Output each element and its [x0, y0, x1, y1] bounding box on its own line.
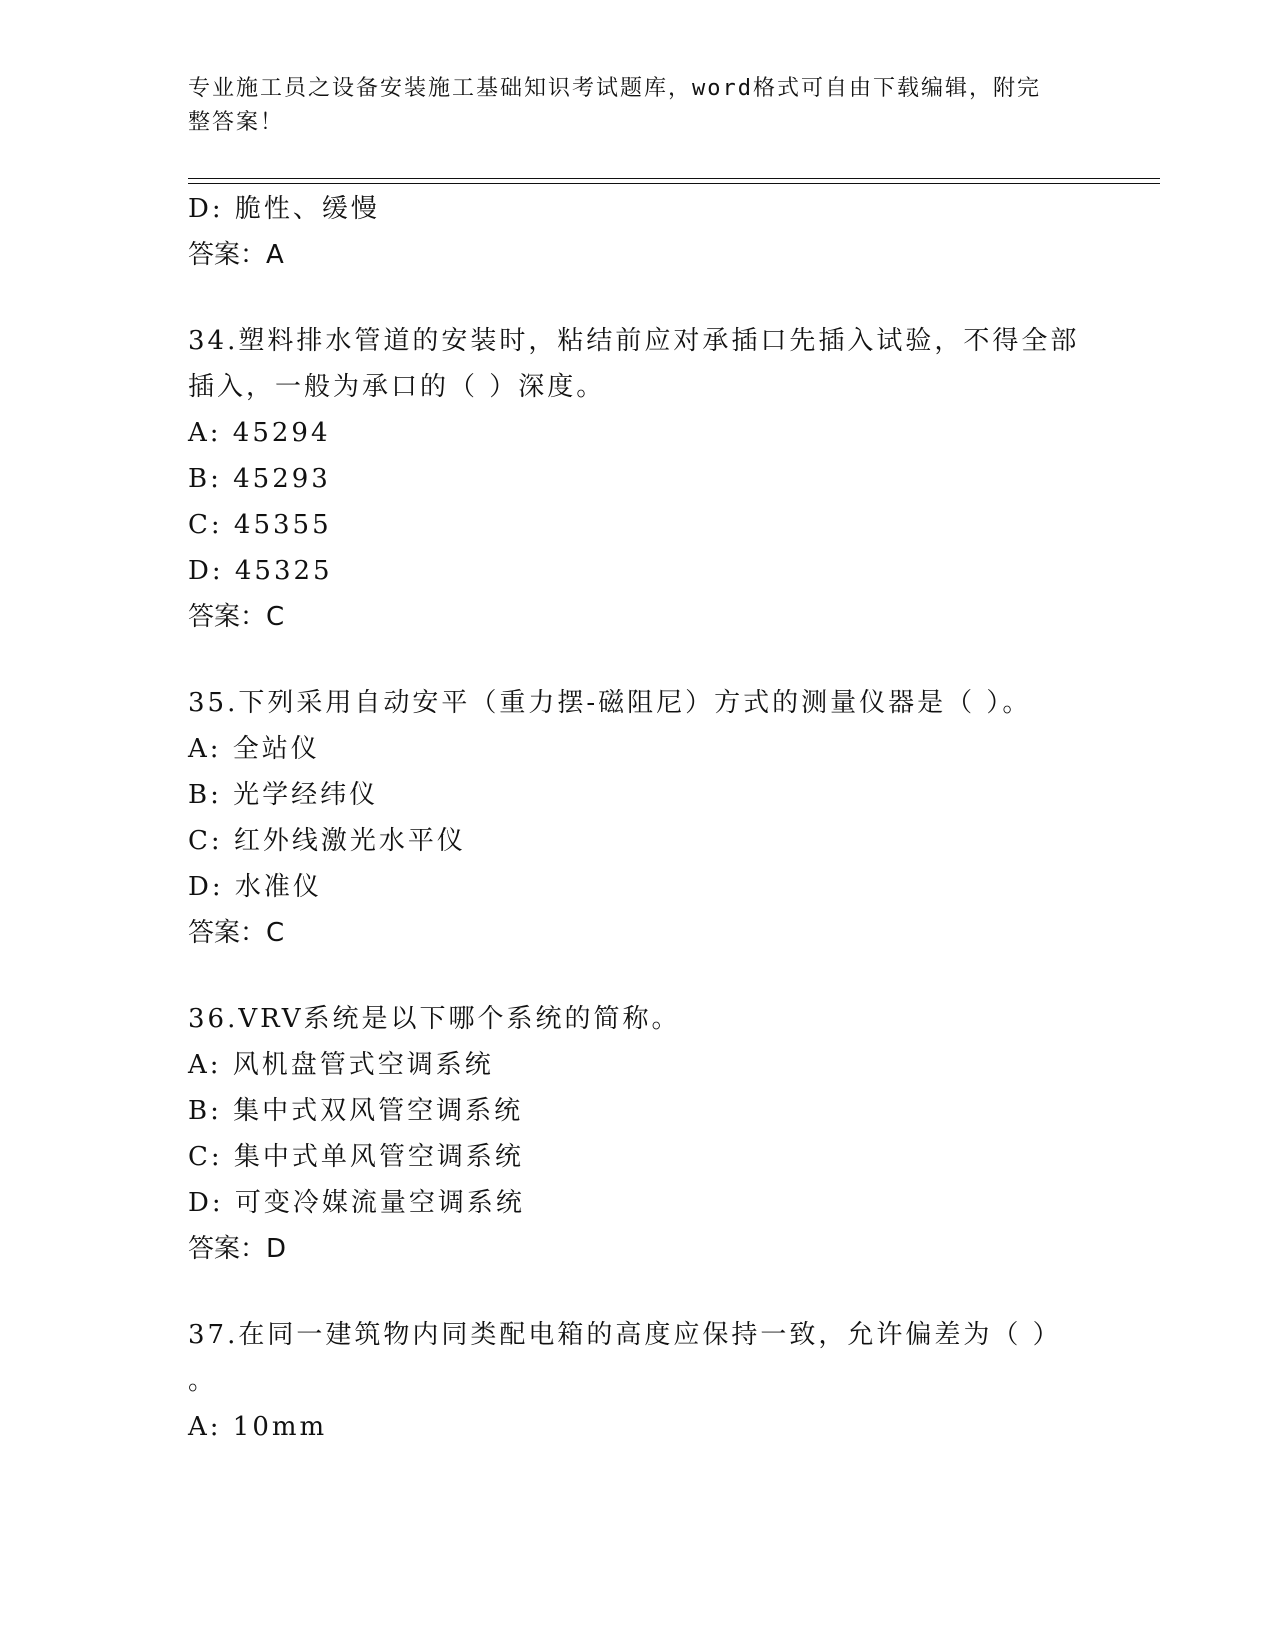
question-stem: 36.VRV系统是以下哪个系统的简称。	[188, 1004, 681, 1034]
option-c: C: 红外线激光水平仪	[188, 826, 466, 856]
option-a: A: 45294	[188, 418, 331, 448]
prev-answer: 答案：A	[188, 240, 284, 270]
question-stem: 37.在同一建筑物内同类配电箱的高度应保持一致，允许偏差为（ ）	[188, 1320, 1062, 1350]
option-b: B: 45293	[188, 464, 331, 494]
option-d: D: 水准仪	[188, 872, 322, 902]
question-stem: 34.塑料排水管道的安装时，粘结前应对承插口先插入试验，不得全部	[188, 326, 1080, 356]
option-a: A: 全站仪	[188, 734, 320, 764]
header-divider-top	[188, 178, 1160, 179]
option-d: D: 45325	[188, 556, 333, 586]
question-37	[188, 1312, 1088, 1450]
question-35	[188, 680, 1088, 956]
answer: 答案：C	[188, 602, 285, 632]
option-a: A: 10mm	[188, 1412, 328, 1442]
option-c: C: 集中式单风管空调系统	[188, 1142, 524, 1172]
header-divider-bottom	[188, 183, 1160, 184]
option-c: C: 45355	[188, 510, 332, 540]
option-b: B: 集中式双风管空调系统	[188, 1096, 524, 1126]
option-d: D: 可变冷媒流量空调系统	[188, 1188, 525, 1218]
option-a: A: 风机盘管式空调系统	[188, 1050, 494, 1080]
answer: 答案：C	[188, 918, 285, 948]
header-line-1: 专业施工员之设备安装施工基础知识考试题库，word格式可自由下载编辑，附完	[188, 76, 1041, 101]
question-list	[188, 186, 1088, 1450]
option-b: B: 光学经纬仪	[188, 780, 379, 810]
question-34	[188, 318, 1088, 640]
answer: 答案：D	[188, 1234, 287, 1264]
question-stem-cont: 。	[188, 1366, 218, 1396]
prev-option-d: D: 脆性、缓慢	[188, 194, 380, 224]
header-line-2: 整答案！	[188, 110, 285, 135]
document-header	[188, 72, 1068, 140]
question-stem-cont: 插入，一般为承口的（ ）深度。	[188, 372, 606, 402]
question-36	[188, 996, 1088, 1272]
question-stem: 35.下列采用自动安平（重力摆-磁阻尼）方式的测量仪器是（ ）。	[188, 688, 1032, 718]
